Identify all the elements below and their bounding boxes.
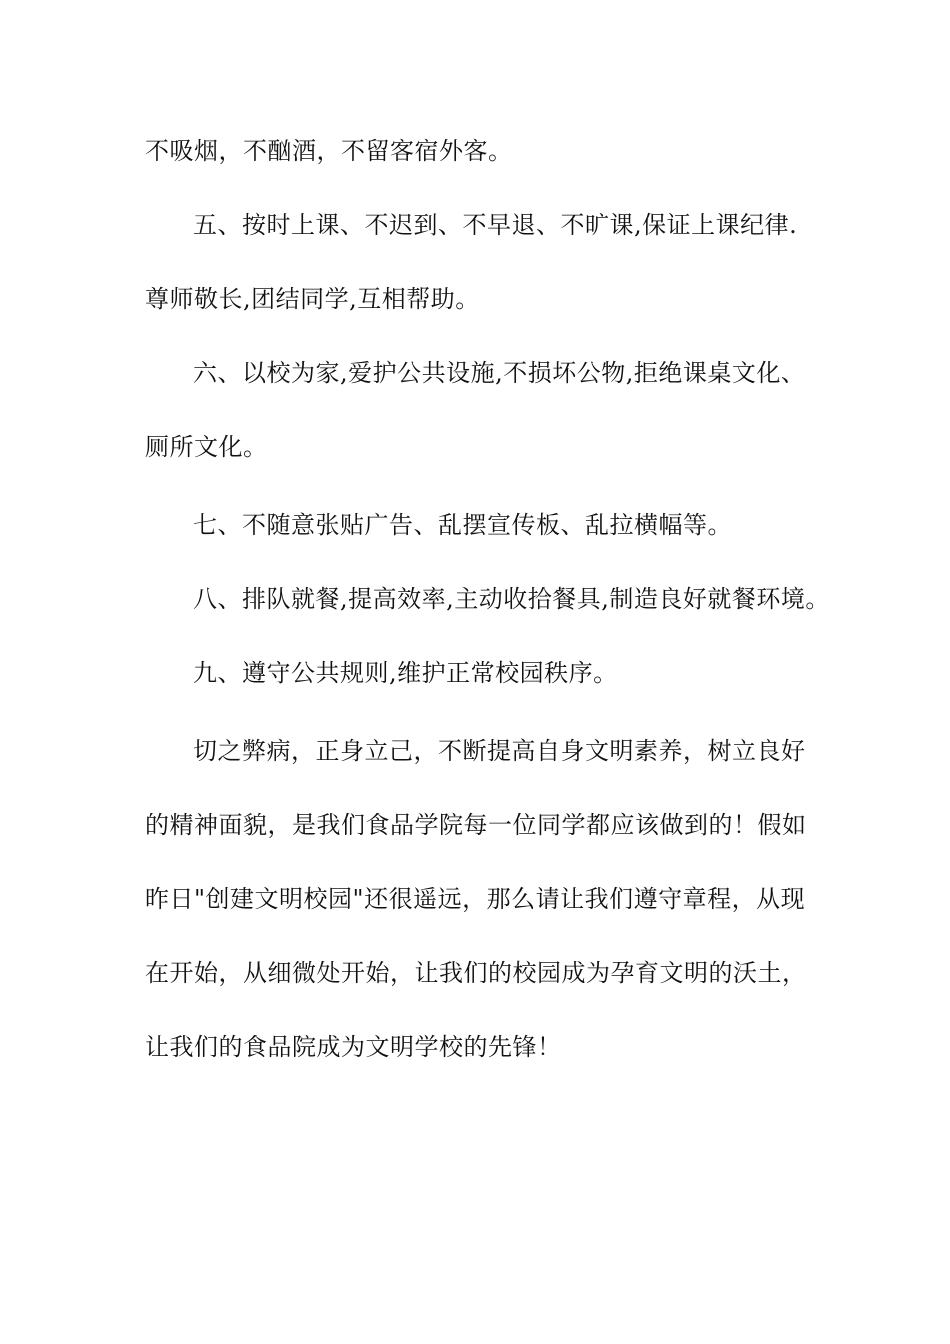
text-line-closing-3: 昨日"创建文明校园"还很遥远，那么请让我们遵守章程，从现 <box>145 885 806 913</box>
text-line-closing-2: 的精神面貌，是我们食品学院每一位同学都应该做到的！假如 <box>145 811 807 839</box>
text-line-rule-9: 九、遵守公共规则,维护正常校园秩序。 <box>193 659 618 687</box>
text-line-rule-5: 五、按时上课、不迟到、不早退、不旷课,保证上课纪律. <box>193 211 798 239</box>
text-line-rule-6: 六、以校为家,爱护公共设施,不损坏公物,拒绝课桌文化、 <box>193 359 806 387</box>
text-line-rule-7: 七、不随意张贴广告、乱摆宣传板、乱拉横幅等。 <box>193 511 732 539</box>
text-line-closing-4: 在开始，从细微处开始，让我们的校园成为孕育文明的沃土， <box>145 959 807 987</box>
text-line-rule-8: 八、排队就餐,提高效率,主动收拾餐具,制造良好就餐环境。 <box>193 585 830 613</box>
text-line-rule-6-cont: 厕所文化。 <box>145 433 268 461</box>
text-line-closing-1: 切之弊病，正身立己，不断提高自身文明素养，树立良好 <box>193 737 806 765</box>
text-line-rules-4-end: 不吸烟，不酗酒，不留客宿外客。 <box>145 137 513 165</box>
text-line-rule-5-cont: 尊师敬长,团结同学,互相帮助。 <box>145 285 480 313</box>
text-line-closing-5: 让我们的食品院成为文明学校的先锋！ <box>145 1033 562 1061</box>
